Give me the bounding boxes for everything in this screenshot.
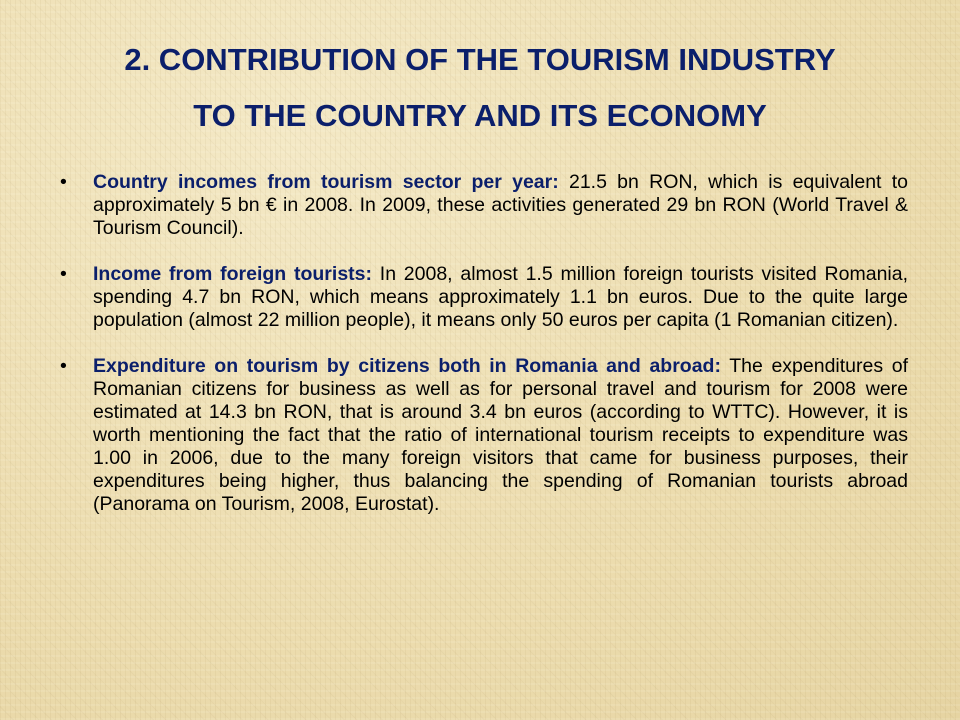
bullet-text: The expenditures of Romanian citizens for business as well as for personal travel and tourism for 2008 were estimated at 14.3 bn RON, that is around 3.4 bn euros (according to WTTC). However, it is worth mentioning the fact that the ratio of international tourism receipts to expenditure was 1.00 in 2006, due to the many foreign visitors that came for business purposes, their expenditures being higher, thus balancing the spending of Romanian tourists abroad (Panorama on Tourism, 2008, Eurostat).: [93, 355, 908, 515]
bullet-expenditure: [60, 355, 908, 516]
slide-title: [40, 32, 920, 144]
bullet-dot: •: [60, 263, 67, 285]
bullet-heading: Expenditure on tourism by citizens both in Romania and abroad:: [93, 355, 721, 377]
bullet-heading: Income from foreign tourists:: [93, 263, 372, 285]
bullet-list: [60, 171, 908, 539]
title-line-1: 2. CONTRIBUTION OF THE TOURISM INDUSTRY: [124, 42, 836, 77]
bullet-text: 21.5 bn RON, which is equivalent to approximately 5 bn € in 2008. In 2009, these activities generated 29 bn RON (World Travel & Tourism Council).: [93, 171, 908, 239]
bullet-foreign-tourists: [60, 263, 908, 332]
title-line-2: TO THE COUNTRY AND ITS ECONOMY: [193, 98, 767, 133]
bullet-text: In 2008, almost 1.5 million foreign tourists visited Romania, spending 4.7 bn RON, which means approximately 1.1 bn euros. Due to the quite large population (almost 22 million people), it means only 50 euros per capita (1 Romanian citizen).: [93, 263, 909, 331]
bullet-dot: •: [60, 171, 67, 193]
bullet-heading: Country incomes from tourism sector per year:: [93, 171, 559, 193]
bullet-country-incomes: [60, 171, 908, 240]
bullet-dot: •: [60, 355, 67, 377]
